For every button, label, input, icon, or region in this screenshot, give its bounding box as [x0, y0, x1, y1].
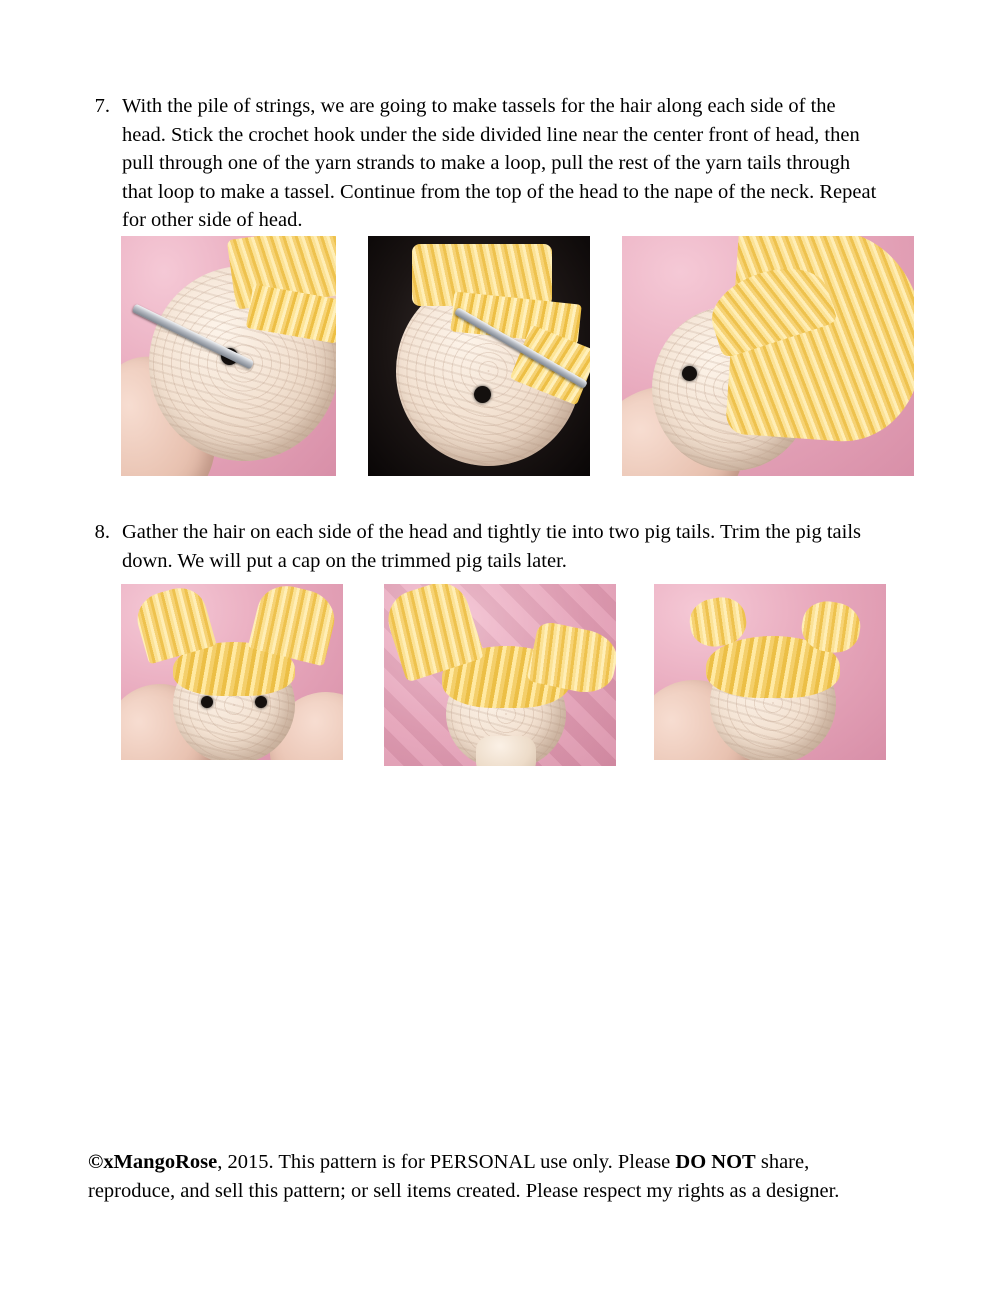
step-7-number: 7. — [94, 95, 110, 117]
footer-author: xMangoRose — [103, 1151, 218, 1173]
step-7-photo-2 — [368, 236, 590, 476]
footer-line-2: reproduce, and sell this pattern; or sell items created. Please respect my rights as a designer. — [88, 1180, 840, 1202]
footer-emphasis: DO NOT — [675, 1151, 756, 1173]
footer-text-1: , 2015. This pattern is for PERSONAL use only. Please — [217, 1151, 676, 1173]
step-8-photo-2 — [384, 584, 616, 766]
doll-eye — [682, 366, 697, 381]
step-7-text: With the pile of strings, we are going to make tassels for the hair along each side of the head. Stick the crochet hook under the side divided line near the center front of head, then pull through one of the yarn strands to make a loop, pull the rest of the yarn tails through that loop to make a tassel. Continue from the top of the head to the nape of the neck. Repeat for other side of head. — [122, 95, 877, 231]
step-8-photo-1 — [121, 584, 343, 760]
footer-text-2: share, — [755, 1151, 810, 1173]
step-7 — [88, 92, 898, 235]
step-7-photo-1 — [121, 236, 336, 476]
doll-eye — [201, 696, 213, 708]
doll-eye — [474, 386, 491, 403]
doll-neck — [476, 736, 536, 766]
step-8-number: 8. — [94, 521, 110, 543]
doll-eye — [255, 696, 267, 708]
footer-copyright — [88, 1148, 888, 1206]
step-8-text: Gather the hair on each side of the head and tightly tie into two pig tails. Trim the pig tails down. We will put a cap on the trimmed pig tails later. — [122, 521, 862, 572]
step-7-photo-3 — [622, 236, 914, 476]
step-8 — [88, 518, 898, 575]
step-8-photo-3 — [654, 584, 886, 760]
copyright-icon: © — [88, 1151, 104, 1173]
